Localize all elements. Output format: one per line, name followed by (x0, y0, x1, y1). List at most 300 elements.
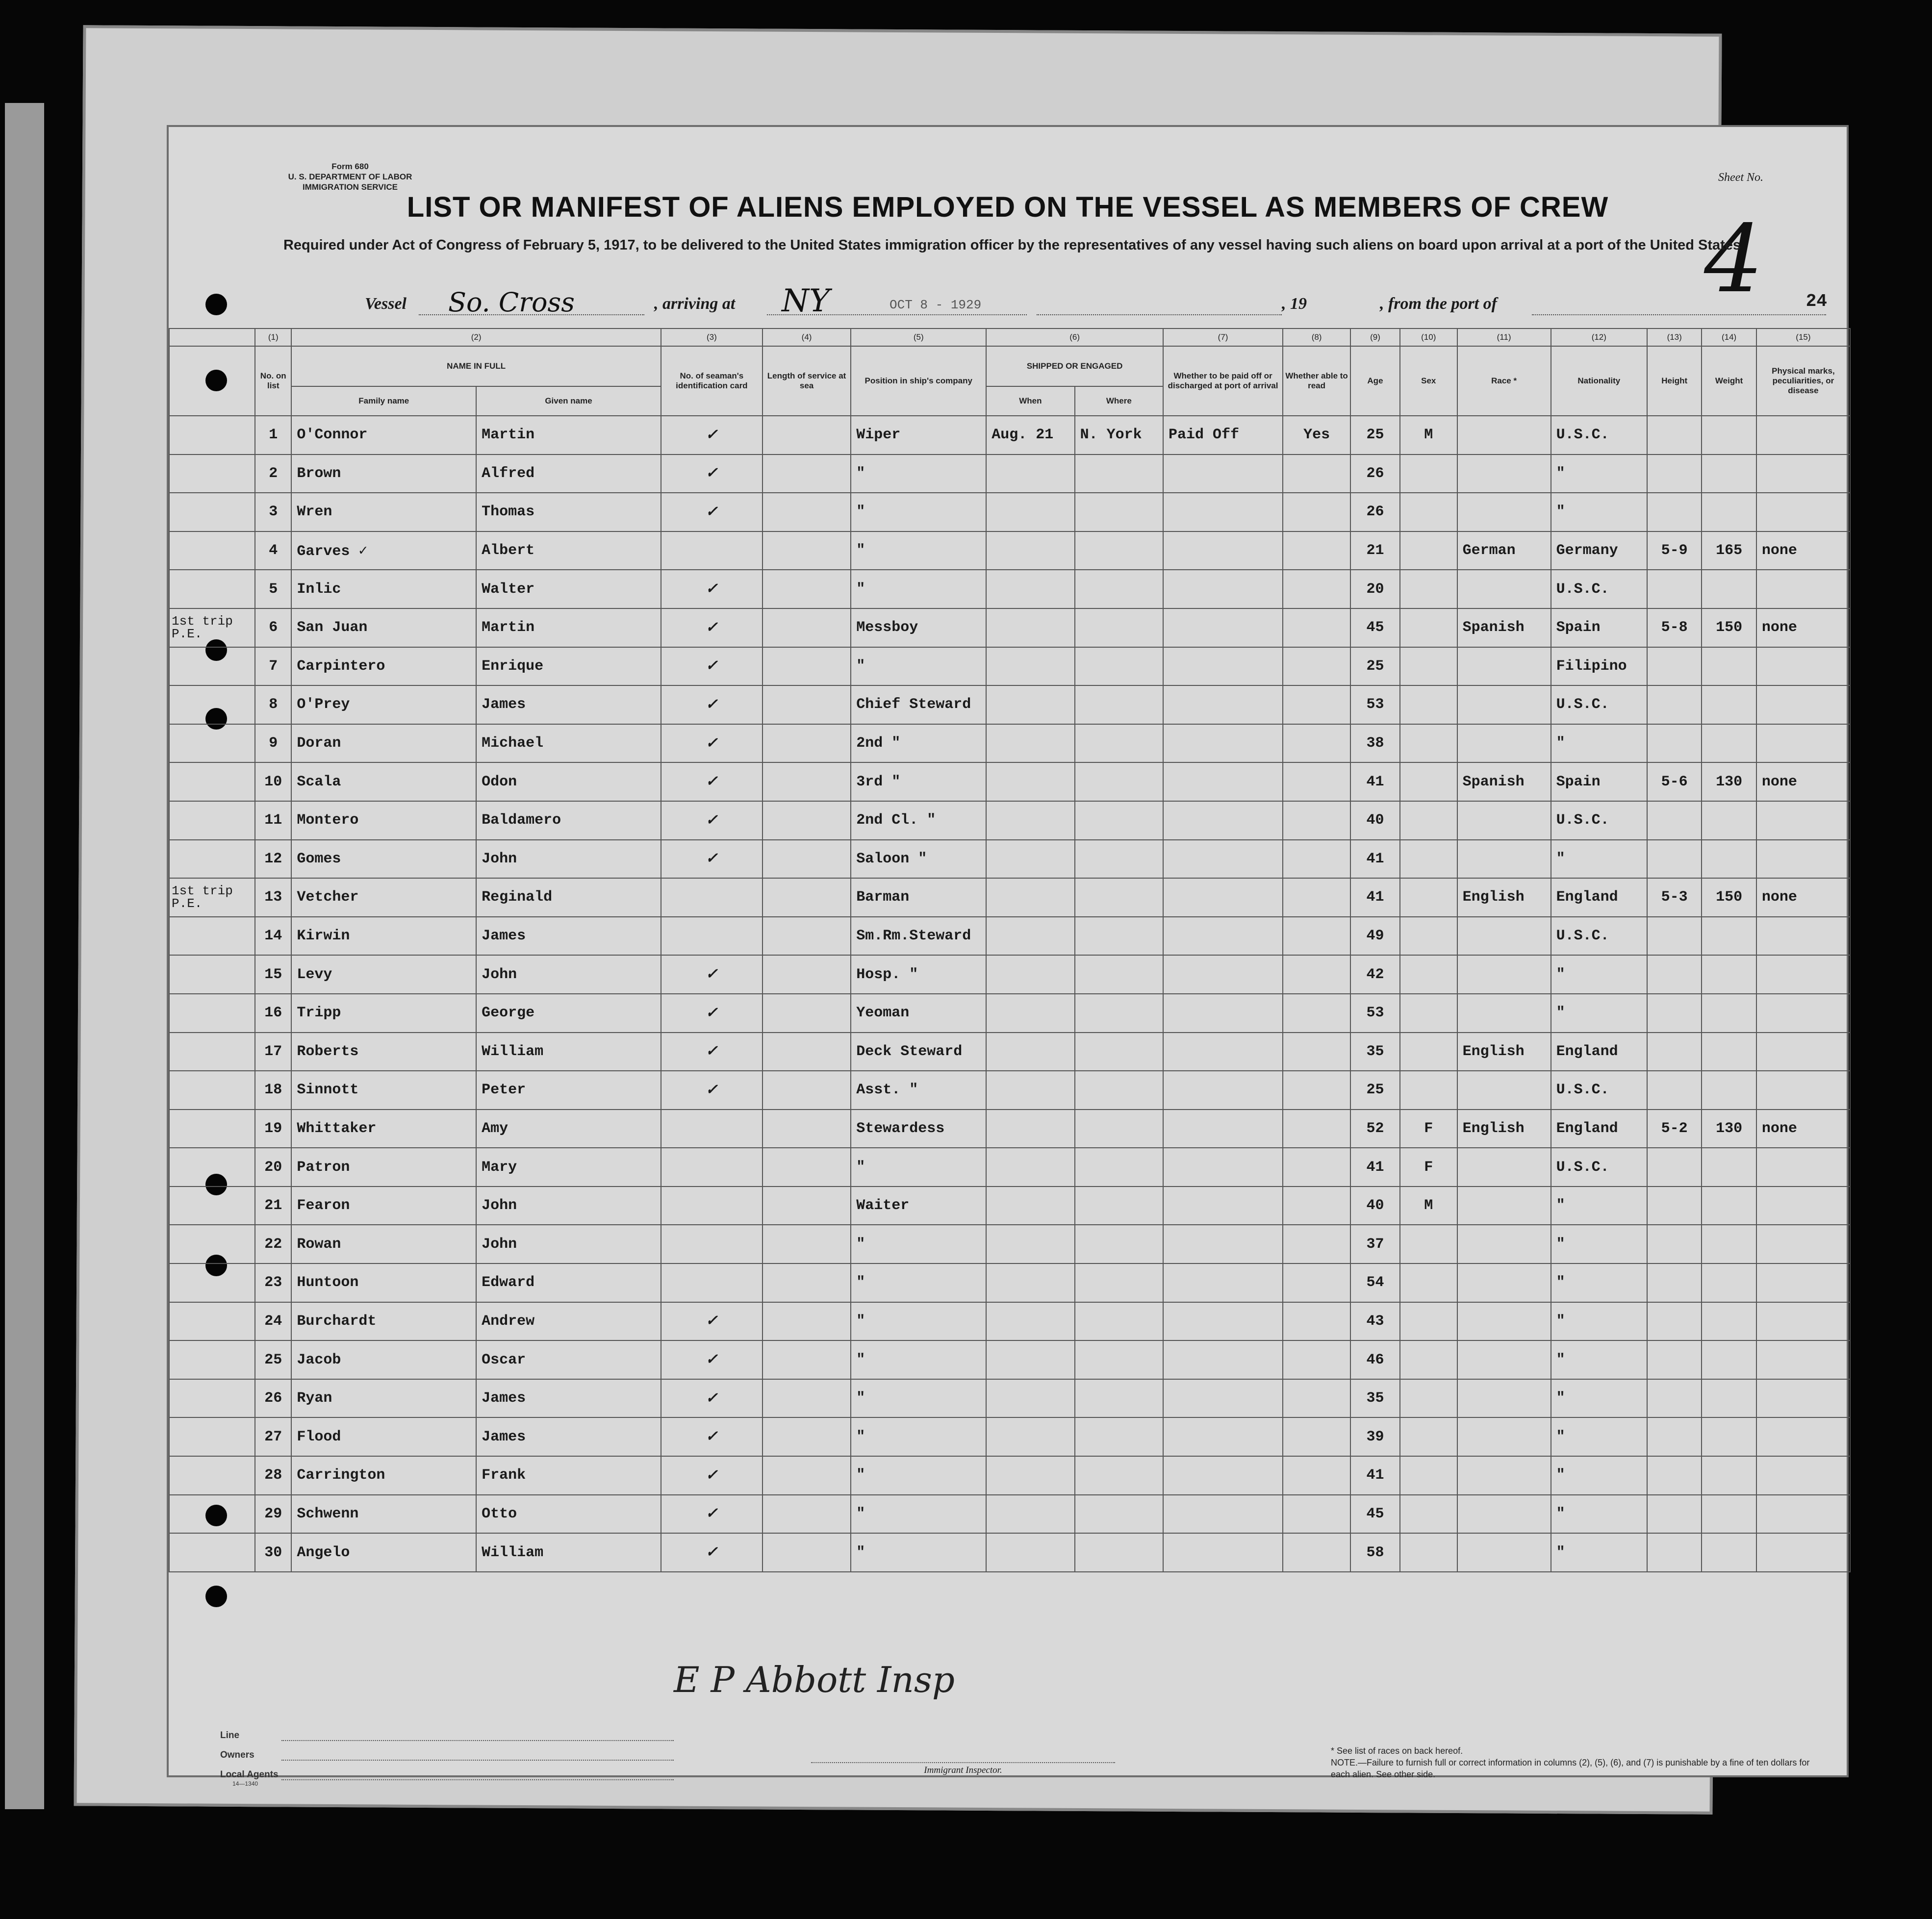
cell-race (1457, 801, 1551, 840)
cell-weight (1702, 724, 1756, 763)
cell-race (1457, 1302, 1551, 1341)
cell-weight (1702, 1379, 1756, 1418)
cell-service-length (763, 570, 851, 608)
cell-race: German (1457, 531, 1551, 570)
cell-shipped-where (1075, 840, 1163, 879)
cell-id-card-check: ✓ (661, 994, 763, 1033)
cell-shipped-when (986, 801, 1074, 840)
cell-shipped-when (986, 724, 1074, 763)
cell-id-card-check: ✓ (661, 955, 763, 994)
cell-race (1457, 1187, 1551, 1225)
table-row (169, 531, 1850, 570)
cell-race (1457, 647, 1551, 686)
cell-shipped-where (1075, 1379, 1163, 1418)
cell-weight (1702, 917, 1756, 956)
cell-id-card-check (661, 1148, 763, 1187)
col-num: (1) (255, 328, 291, 346)
cell-given-name: Baldamero (476, 801, 661, 840)
cell-weight (1702, 685, 1756, 724)
cell-row-number: 12 (255, 840, 291, 879)
table-row (169, 878, 1850, 917)
col-num: (7) (1163, 328, 1283, 346)
cell-trip-note (169, 1110, 255, 1148)
cell-race (1457, 724, 1551, 763)
cell-shipped-when (986, 1110, 1074, 1148)
cell-physical-marks (1756, 1263, 1850, 1302)
cell-sex (1400, 1456, 1457, 1495)
cell-height (1647, 1456, 1702, 1495)
cell-shipped-when (986, 1071, 1074, 1110)
cell-height (1647, 801, 1702, 840)
cell-id-card-check: ✓ (661, 840, 763, 879)
cell-height (1647, 416, 1702, 454)
cell-nationality: " (1551, 1533, 1647, 1572)
cell-paid-off (1163, 1263, 1283, 1302)
cell-trip-note (169, 801, 255, 840)
table-row (169, 1340, 1850, 1379)
cell-shipped-where (1075, 531, 1163, 570)
cell-sex (1400, 724, 1457, 763)
cell-race: Spanish (1457, 608, 1551, 647)
cell-race (1457, 685, 1551, 724)
service-name: IMMIGRATION SERVICE (303, 182, 398, 192)
cell-age: 46 (1350, 1340, 1400, 1379)
cell-height (1647, 840, 1702, 879)
cell-shipped-where (1075, 1071, 1163, 1110)
cell-height (1647, 1417, 1702, 1456)
cell-given-name: James (476, 917, 661, 956)
cell-service-length (763, 1302, 851, 1341)
cell-physical-marks (1756, 801, 1850, 840)
cell-weight: 150 (1702, 878, 1756, 917)
cell-shipped-where (1075, 570, 1163, 608)
cell-trip-note (169, 955, 255, 994)
cell-row-number: 3 (255, 493, 291, 531)
cell-service-length (763, 1340, 851, 1379)
cell-position: Stewardess (851, 1110, 986, 1148)
cell-weight (1702, 647, 1756, 686)
cell-position: " (851, 493, 986, 531)
cell-able-read (1283, 1379, 1350, 1418)
cell-shipped-where (1075, 608, 1163, 647)
cell-age: 45 (1350, 1495, 1400, 1534)
table-row (169, 840, 1850, 879)
cell-physical-marks (1756, 724, 1850, 763)
cell-position: " (851, 1495, 986, 1534)
sheet-no-label: Sheet No. (1718, 171, 1763, 184)
cell-trip-note (169, 1456, 255, 1495)
cell-nationality: " (1551, 493, 1647, 531)
cell-trip-note (169, 762, 255, 801)
cell-paid-off (1163, 1033, 1283, 1071)
cell-trip-note (169, 1379, 255, 1418)
cell-position: Deck Steward (851, 1033, 986, 1071)
cell-paid-off (1163, 1379, 1283, 1418)
cell-shipped-where (1075, 1495, 1163, 1534)
table-row (169, 994, 1850, 1033)
cell-weight (1702, 1340, 1756, 1379)
cell-row-number: 26 (255, 1379, 291, 1418)
cell-position: " (851, 1225, 986, 1263)
cell-height (1647, 1263, 1702, 1302)
cell-able-read (1283, 994, 1350, 1033)
cell-weight (1702, 1495, 1756, 1534)
cell-position: Chief Steward (851, 685, 986, 724)
manifest-sheet (167, 125, 1849, 1787)
cell-trip-note: 1st trip P.E. (169, 878, 255, 917)
cell-sex (1400, 840, 1457, 879)
cell-id-card-check: ✓ (661, 1071, 763, 1110)
cell-family-name: San Juan (291, 608, 476, 647)
header-length-service: Length of service at sea (763, 346, 851, 416)
punch-hole (205, 294, 227, 315)
header-physical-marks: Physical marks, peculiarities, or disease (1756, 346, 1850, 416)
agents-label: Local Agents (220, 1769, 279, 1780)
cell-id-card-check: ✓ (661, 762, 763, 801)
cell-family-name: Ryan (291, 1379, 476, 1418)
cell-shipped-where (1075, 1110, 1163, 1148)
cell-physical-marks (1756, 1456, 1850, 1495)
cell-given-name: James (476, 1417, 661, 1456)
cell-shipped-when (986, 1148, 1074, 1187)
cell-able-read (1283, 1110, 1350, 1148)
cell-nationality: U.S.C. (1551, 801, 1647, 840)
cell-sex (1400, 1495, 1457, 1534)
cell-age: 26 (1350, 493, 1400, 531)
cell-sex: F (1400, 1148, 1457, 1187)
cell-row-number: 4 (255, 531, 291, 570)
cell-age: 45 (1350, 608, 1400, 647)
cell-row-number: 21 (255, 1187, 291, 1225)
cell-shipped-when (986, 1379, 1074, 1418)
cell-nationality: Spain (1551, 762, 1647, 801)
table-row (169, 1225, 1850, 1263)
cell-service-length (763, 878, 851, 917)
cell-able-read (1283, 1533, 1350, 1572)
cell-height: 5-9 (1647, 531, 1702, 570)
col-num: (11) (1457, 328, 1551, 346)
cell-row-number: 6 (255, 608, 291, 647)
cell-sex (1400, 1533, 1457, 1572)
cell-shipped-when (986, 1340, 1074, 1379)
cell-age: 37 (1350, 1225, 1400, 1263)
immigrant-inspector-label: Immigrant Inspector. (811, 1762, 1115, 1776)
cell-shipped-where (1075, 724, 1163, 763)
cell-race (1457, 454, 1551, 493)
cell-physical-marks (1756, 1187, 1850, 1225)
cell-nationality: U.S.C. (1551, 917, 1647, 956)
table-row (169, 1379, 1850, 1418)
cell-shipped-where (1075, 1148, 1163, 1187)
cell-weight (1702, 1033, 1756, 1071)
table-row (169, 570, 1850, 608)
cell-shipped-where (1075, 917, 1163, 956)
cell-trip-note (169, 1071, 255, 1110)
cell-weight (1702, 840, 1756, 879)
cell-weight (1702, 955, 1756, 994)
cell-given-name: George (476, 994, 661, 1033)
cell-able-read (1283, 1225, 1350, 1263)
cell-able-read (1283, 570, 1350, 608)
cell-physical-marks (1756, 840, 1850, 879)
cell-given-name: Martin (476, 608, 661, 647)
cell-shipped-when (986, 840, 1074, 879)
cell-given-name: John (476, 840, 661, 879)
cell-shipped-when (986, 1263, 1074, 1302)
cell-row-number: 28 (255, 1456, 291, 1495)
cell-row-number: 7 (255, 647, 291, 686)
cell-race: English (1457, 1033, 1551, 1071)
cell-race: English (1457, 878, 1551, 917)
table-row (169, 724, 1850, 763)
department-name: U. S. DEPARTMENT OF LABOR (288, 172, 412, 181)
cell-family-name: Huntoon (291, 1263, 476, 1302)
cell-weight (1702, 493, 1756, 531)
cell-shipped-where (1075, 801, 1163, 840)
cell-id-card-check: ✓ (661, 647, 763, 686)
table-row (169, 1110, 1850, 1148)
cell-sex (1400, 647, 1457, 686)
cell-service-length (763, 1148, 851, 1187)
cell-race (1457, 1456, 1551, 1495)
cell-service-length (763, 1187, 851, 1225)
header-no-on-list: No. on list (255, 346, 291, 416)
cell-shipped-when (986, 1033, 1074, 1071)
cell-shipped-when (986, 994, 1074, 1033)
cell-physical-marks (1756, 1225, 1850, 1263)
cell-paid-off (1163, 878, 1283, 917)
cell-given-name: Andrew (476, 1302, 661, 1341)
cell-paid-off (1163, 1417, 1283, 1456)
cell-able-read (1283, 878, 1350, 917)
cell-able-read (1283, 1302, 1350, 1341)
cell-weight: 150 (1702, 608, 1756, 647)
table-row (169, 1263, 1850, 1302)
cell-family-name: Garves ✓ (291, 531, 476, 570)
cell-shipped-where (1075, 1033, 1163, 1071)
table-row (169, 608, 1850, 647)
cell-given-name: Alfred (476, 454, 661, 493)
cell-nationality: " (1551, 1379, 1647, 1418)
cell-position: 3rd " (851, 762, 986, 801)
cell-trip-note (169, 1033, 255, 1071)
col-num: (15) (1756, 328, 1850, 346)
owners-label: Owners (220, 1750, 254, 1760)
header-when: When (986, 386, 1074, 416)
cell-shipped-where: N. York (1075, 416, 1163, 454)
cell-paid-off (1163, 454, 1283, 493)
cell-service-length (763, 647, 851, 686)
cell-id-card-check: ✓ (661, 416, 763, 454)
cell-given-name: Martin (476, 416, 661, 454)
cell-race (1457, 955, 1551, 994)
cell-physical-marks (1756, 1033, 1850, 1071)
cell-id-card-check (661, 1187, 763, 1225)
cell-given-name: Walter (476, 570, 661, 608)
cell-physical-marks (1756, 1071, 1850, 1110)
form-identifier (232, 161, 468, 192)
column-number-row (169, 328, 1850, 346)
cell-row-number: 20 (255, 1148, 291, 1187)
agents-code: 14—1340 (232, 1780, 258, 1787)
date-stamp: OCT 8 - 1929 (890, 298, 982, 312)
cell-service-length (763, 1263, 851, 1302)
cell-shipped-when (986, 493, 1074, 531)
table-row (169, 1533, 1850, 1572)
cell-shipped-when (986, 531, 1074, 570)
cell-age: 41 (1350, 762, 1400, 801)
cell-service-length (763, 955, 851, 994)
header-nationality: Nationality (1551, 346, 1647, 416)
cell-sex: M (1400, 1187, 1457, 1225)
cell-age: 53 (1350, 994, 1400, 1033)
arriving-label: , arriving at (654, 295, 736, 313)
table-row (169, 801, 1850, 840)
cell-paid-off (1163, 1225, 1283, 1263)
cell-sex (1400, 685, 1457, 724)
cell-able-read (1283, 1033, 1350, 1071)
cell-sex (1400, 1302, 1457, 1341)
cell-position: Waiter (851, 1187, 986, 1225)
cell-position: Hosp. " (851, 955, 986, 994)
cell-family-name: Brown (291, 454, 476, 493)
cell-race (1457, 840, 1551, 879)
cell-age: 52 (1350, 1110, 1400, 1148)
cell-sex (1400, 493, 1457, 531)
cell-height (1647, 1225, 1702, 1263)
cell-age: 58 (1350, 1533, 1400, 1572)
cell-trip-note (169, 724, 255, 763)
header-weight: Weight (1702, 346, 1756, 416)
cell-shipped-where (1075, 1340, 1163, 1379)
cell-physical-marks (1756, 1148, 1850, 1187)
inspector-signature: E P Abbott Insp (674, 1659, 955, 1700)
cell-row-number: 30 (255, 1533, 291, 1572)
table-row (169, 493, 1850, 531)
cell-service-length (763, 454, 851, 493)
cell-weight: 130 (1702, 762, 1756, 801)
cell-service-length (763, 608, 851, 647)
cell-given-name: James (476, 685, 661, 724)
cell-age: 49 (1350, 917, 1400, 956)
cell-height: 5-6 (1647, 762, 1702, 801)
cell-age: 40 (1350, 801, 1400, 840)
cell-id-card-check (661, 878, 763, 917)
cell-paid-off (1163, 685, 1283, 724)
cell-height (1647, 647, 1702, 686)
cell-height (1647, 1495, 1702, 1534)
cell-able-read (1283, 1187, 1350, 1225)
cell-height (1647, 493, 1702, 531)
col-num: (10) (1400, 328, 1457, 346)
table-row (169, 955, 1850, 994)
cell-race (1457, 1495, 1551, 1534)
header-able-read: Whether able to read (1283, 346, 1350, 416)
cell-shipped-where (1075, 1225, 1163, 1263)
cell-position: Messboy (851, 608, 986, 647)
cell-family-name: Schwenn (291, 1495, 476, 1534)
table-row (169, 1033, 1850, 1071)
cell-family-name: Angelo (291, 1533, 476, 1572)
cell-shipped-where (1075, 1187, 1163, 1225)
cell-family-name: Carpintero (291, 647, 476, 686)
cell-height (1647, 1187, 1702, 1225)
cell-paid-off (1163, 493, 1283, 531)
cell-physical-marks: none (1756, 1110, 1850, 1148)
cell-race (1457, 917, 1551, 956)
cell-physical-marks (1756, 917, 1850, 956)
punch-hole (205, 1586, 227, 1607)
cell-shipped-where (1075, 1302, 1163, 1341)
sheet-number: 24 (1805, 291, 1827, 311)
col-num: (13) (1647, 328, 1702, 346)
cell-sex (1400, 570, 1457, 608)
cell-sex (1400, 994, 1457, 1033)
cell-physical-marks (1756, 416, 1850, 454)
cell-able-read (1283, 955, 1350, 994)
cell-physical-marks (1756, 994, 1850, 1033)
cell-id-card-check (661, 917, 763, 956)
cell-position: 2nd " (851, 724, 986, 763)
cell-sex (1400, 801, 1457, 840)
cell-id-card-check: ✓ (661, 1456, 763, 1495)
cell-age: 25 (1350, 1071, 1400, 1110)
table-row (169, 1302, 1850, 1341)
cell-family-name: Rowan (291, 1225, 476, 1263)
col-num: (4) (763, 328, 851, 346)
cell-shipped-where (1075, 762, 1163, 801)
col-num: (8) (1283, 328, 1350, 346)
cell-position: Asst. " (851, 1071, 986, 1110)
cell-age: 35 (1350, 1033, 1400, 1071)
cell-row-number: 1 (255, 416, 291, 454)
cell-height (1647, 1148, 1702, 1187)
crew-rows (169, 416, 1850, 1572)
cell-sex (1400, 1379, 1457, 1418)
cell-paid-off (1163, 608, 1283, 647)
cell-able-read (1283, 762, 1350, 801)
cell-id-card-check: ✓ (661, 493, 763, 531)
cell-paid-off (1163, 1110, 1283, 1148)
cell-trip-note (169, 493, 255, 531)
cell-height (1647, 994, 1702, 1033)
cell-family-name: Levy (291, 955, 476, 994)
cell-height (1647, 1340, 1702, 1379)
cell-age: 35 (1350, 1379, 1400, 1418)
line-label: Line (220, 1730, 240, 1741)
cell-physical-marks: none (1756, 762, 1850, 801)
table-row (169, 1148, 1850, 1187)
cell-weight (1702, 1456, 1756, 1495)
cell-race (1457, 1533, 1551, 1572)
cell-row-number: 22 (255, 1225, 291, 1263)
cell-able-read (1283, 840, 1350, 879)
cell-family-name: Scala (291, 762, 476, 801)
cell-family-name: Sinnott (291, 1071, 476, 1110)
cell-weight (1702, 994, 1756, 1033)
cell-position: " (851, 1379, 986, 1418)
cell-position: Yeoman (851, 994, 986, 1033)
cell-id-card-check: ✓ (661, 724, 763, 763)
cell-paid-off (1163, 994, 1283, 1033)
cell-race (1457, 570, 1551, 608)
cell-family-name: Burchardt (291, 1302, 476, 1341)
cell-row-number: 23 (255, 1263, 291, 1302)
cell-shipped-where (1075, 1417, 1163, 1456)
cell-shipped-where (1075, 1456, 1163, 1495)
cell-shipped-where (1075, 994, 1163, 1033)
cell-able-read (1283, 685, 1350, 724)
